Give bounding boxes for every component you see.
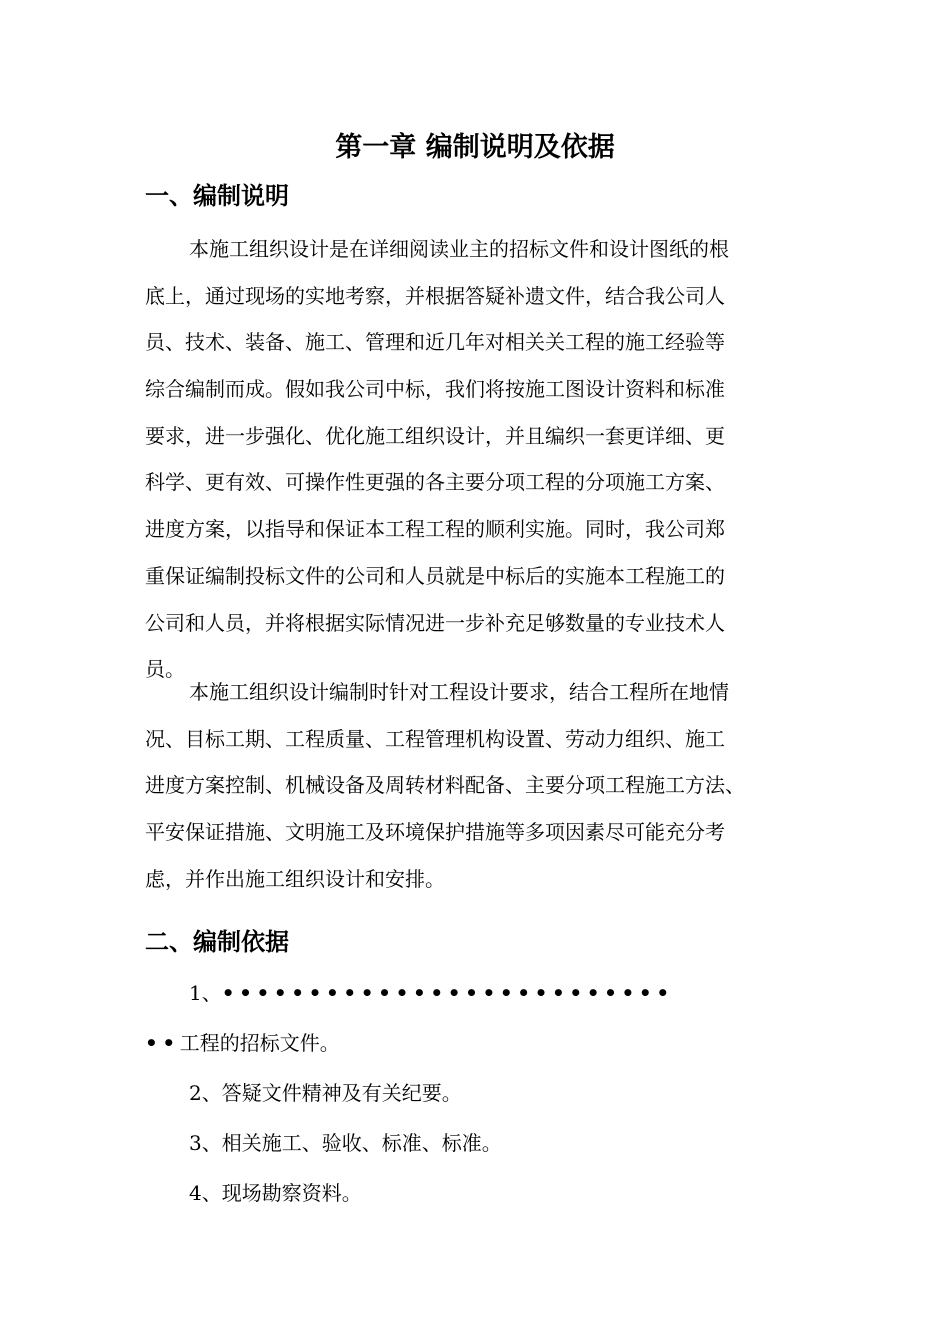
- list-item-3: 3、相关施工、验收、标准、标准。: [189, 1131, 502, 1155]
- paragraph-line: 重保证编制投标文件的公司和人员就是中标后的实施本工程施工的: [145, 563, 725, 588]
- paragraph-line: 本施工组织设计是在详细阅读业主的招标文件和设计图纸的根: [189, 237, 729, 261]
- list-item-2: 2、答疑文件精神及有关纪要。: [189, 1081, 462, 1105]
- paragraph-explanation-2: [145, 669, 835, 902]
- paragraph-line: 公司和人员，并将根据实际情况进一步补充足够数量的专业技术人: [145, 610, 725, 635]
- paragraph-line: 进度方案，以指导和保证本工程工程的顺利实施。同时，我公司郑: [145, 517, 725, 542]
- section-heading-explanation: 一、编制说明: [145, 182, 289, 210]
- paragraph-line: 员、技术、装备、施工、管理和近几年对相关关工程的施工经验等: [145, 330, 725, 355]
- paragraph-line: 况、目标工期、工程质量、工程管理机构设置、劳动力组织、施工: [145, 726, 725, 751]
- list-item-1: [145, 968, 835, 1018]
- list-item-4: 4、现场勘察资料。: [189, 1181, 362, 1205]
- dot-leader: ••••••••••••••••••••••••••: [221, 981, 674, 1005]
- paragraph-explanation-1: [145, 226, 835, 693]
- paragraph-line: 平安保证措施、文明施工及环境保护措施等多项因素尽可能充分考: [145, 820, 725, 845]
- paragraph-line: 科学、更有效、可操作性更强的各主要分项工程的分项施工方案、: [145, 470, 725, 495]
- basis-list: [145, 968, 835, 1218]
- paragraph-line: 虑，并作出施工组织设计和安排。: [145, 866, 445, 891]
- chapter-title: 第一章 编制说明及依据: [335, 132, 615, 163]
- dot-leader: ••: [145, 1031, 180, 1055]
- paragraph-line: 要求，进一步强化、优化施工组织设计，并且编织一套更详细、更: [145, 423, 725, 448]
- list-item-1-continued: [145, 1018, 835, 1068]
- list-item-text: 工程的招标文件。: [179, 1031, 340, 1055]
- paragraph-line: 综合编制而成。假如我公司中标，我们将按施工图设计资料和标准: [145, 377, 725, 402]
- paragraph-line: 本施工组织设计编制时针对工程设计要求，结合工程所在地情: [189, 680, 729, 704]
- paragraph-line: 员。: [145, 657, 185, 682]
- list-item-number: 1、: [189, 981, 222, 1005]
- paragraph-line: 进度方案控制、机械设备及周转材料配备、主要分项工程施工方法、: [145, 773, 745, 798]
- paragraph-line: 底上，通过现场的实地考察，并根据答疑补遗文件，结合我公司人: [145, 283, 725, 308]
- section-heading-basis: 二、编制依据: [145, 928, 289, 956]
